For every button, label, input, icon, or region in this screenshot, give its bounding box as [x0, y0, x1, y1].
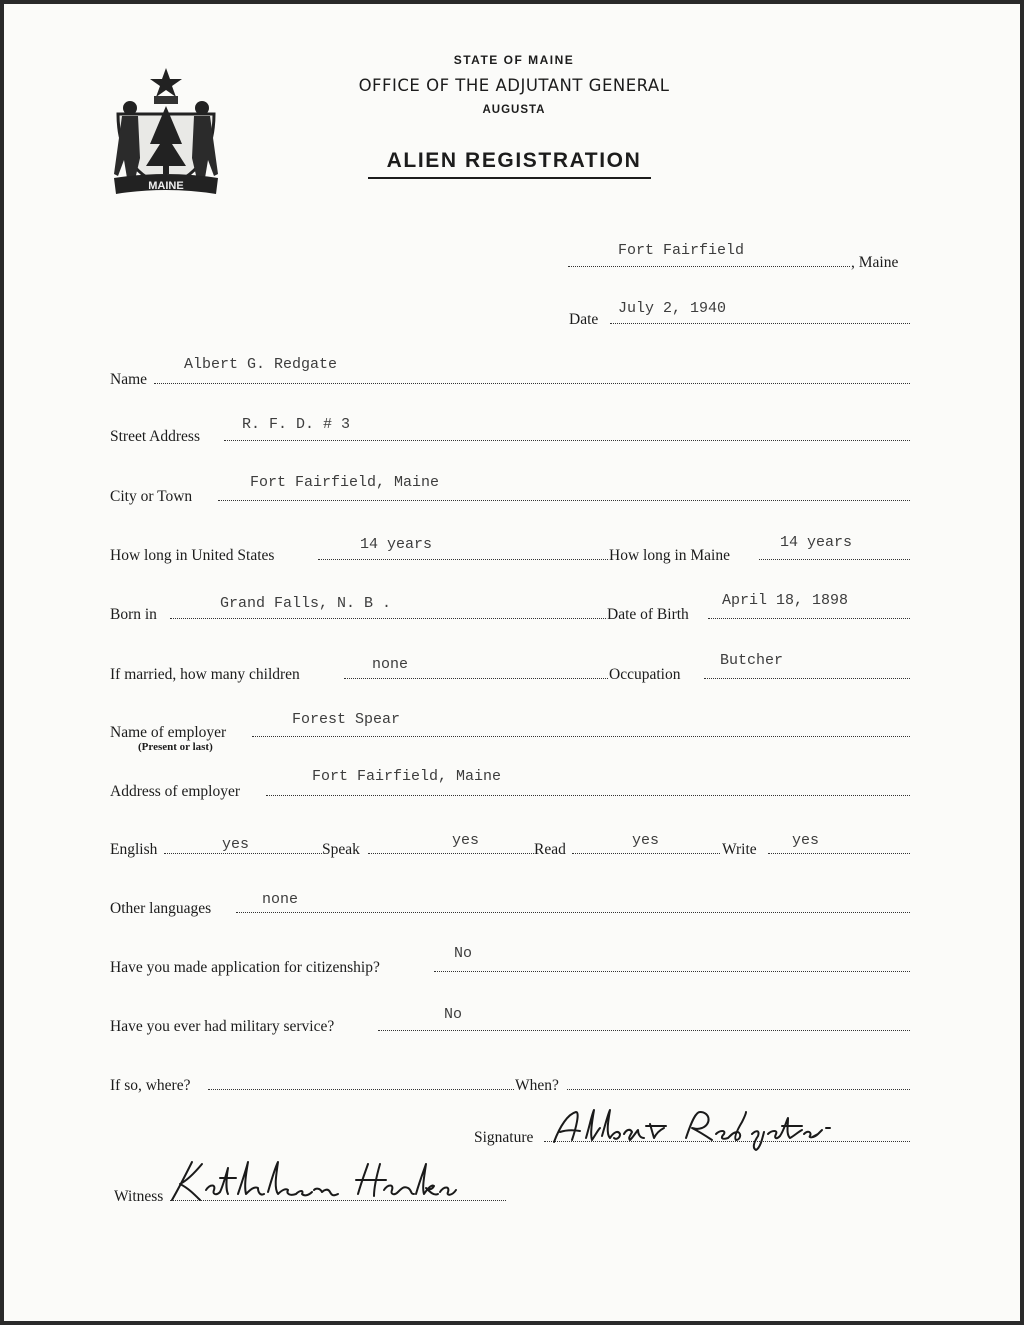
- speak-value[interactable]: yes: [452, 832, 480, 849]
- state-seal-icon: [108, 66, 224, 196]
- where-label: If so, where?: [110, 1077, 191, 1094]
- seal-banner: MAINE: [148, 180, 184, 192]
- read-line: [572, 853, 720, 854]
- speak-label: Speak: [322, 841, 360, 858]
- witness-signature: [162, 1154, 462, 1210]
- place-suffix: , Maine: [851, 254, 899, 271]
- other-languages-label: Other languages: [110, 900, 212, 917]
- occupation-line: [704, 678, 910, 679]
- title-underline: [368, 177, 651, 179]
- employer-line: [252, 736, 910, 737]
- english-line: [164, 853, 322, 854]
- state-heading: STATE OF MAINE: [453, 53, 575, 67]
- citizenship-value[interactable]: No: [454, 945, 473, 962]
- employer-sublabel: (Present or last): [138, 741, 213, 753]
- city-value[interactable]: Fort Fairfield, Maine: [250, 474, 440, 491]
- other-languages-value[interactable]: none: [262, 891, 299, 908]
- office-heading: OFFICE OF THE ADJUTANT GENERAL: [358, 76, 670, 95]
- street-line: [224, 440, 910, 441]
- place-value[interactable]: Fort Fairfield: [618, 242, 745, 259]
- registration-form: [4, 4, 1020, 1321]
- how-long-maine-line: [759, 559, 910, 560]
- dob-value[interactable]: April 18, 1898: [722, 592, 849, 609]
- applicant-signature: [546, 1104, 856, 1154]
- date-line: [610, 323, 910, 324]
- how-long-us-value[interactable]: 14 years: [360, 536, 433, 553]
- how-long-us-label: How long in United States: [110, 547, 275, 564]
- citizenship-line: [434, 971, 910, 972]
- write-line: [768, 853, 910, 854]
- how-long-maine-label: How long in Maine: [609, 547, 730, 564]
- name-label: Name: [110, 371, 148, 388]
- read-label: Read: [534, 841, 566, 858]
- military-value[interactable]: No: [444, 1006, 463, 1023]
- citizenship-label: Have you made application for citizenship?: [110, 959, 380, 976]
- street-value[interactable]: R. F. D. # 3: [242, 416, 351, 433]
- occupation-label: Occupation: [609, 666, 681, 683]
- date-value[interactable]: July 2, 1940: [618, 300, 727, 317]
- children-value[interactable]: none: [372, 656, 409, 673]
- form-title: ALIEN REGISTRATION: [386, 149, 642, 172]
- place-line: [568, 266, 850, 267]
- how-long-maine-value[interactable]: 14 years: [780, 534, 853, 551]
- employer-label: Name of employer: [110, 724, 227, 741]
- signature-label: Signature: [474, 1129, 534, 1146]
- occupation-value[interactable]: Butcher: [720, 652, 784, 669]
- city-label: City or Town: [110, 488, 193, 505]
- dob-label: Date of Birth: [607, 606, 689, 623]
- born-in-value[interactable]: Grand Falls, N. B .: [220, 595, 392, 612]
- born-in-label: Born in: [110, 606, 157, 623]
- employer-address-line: [266, 795, 910, 796]
- where-line: [208, 1089, 514, 1090]
- employer-address-value[interactable]: Fort Fairfield, Maine: [312, 768, 502, 785]
- how-long-us-line: [318, 559, 608, 560]
- english-value[interactable]: yes: [222, 836, 250, 853]
- city-line: [218, 500, 910, 501]
- write-label: Write: [722, 841, 757, 858]
- city-heading: AUGUSTA: [482, 104, 546, 116]
- dob-line: [708, 618, 910, 619]
- name-value[interactable]: Albert G. Redgate: [184, 356, 338, 373]
- children-line: [344, 678, 608, 679]
- when-label: When?: [515, 1077, 559, 1094]
- when-line: [567, 1089, 910, 1090]
- employer-address-label: Address of employer: [110, 783, 240, 800]
- other-languages-line: [236, 912, 910, 913]
- speak-line: [368, 853, 534, 854]
- street-label: Street Address: [110, 428, 200, 445]
- employer-value[interactable]: Forest Spear: [292, 711, 401, 728]
- english-label: English: [110, 841, 158, 858]
- military-line: [378, 1030, 910, 1031]
- name-line: [154, 383, 910, 384]
- read-value[interactable]: yes: [632, 832, 660, 849]
- military-label: Have you ever had military service?: [110, 1018, 335, 1035]
- born-in-line: [170, 618, 606, 619]
- date-label: Date: [569, 311, 599, 328]
- write-value[interactable]: yes: [792, 832, 820, 849]
- witness-label: Witness: [114, 1188, 164, 1205]
- children-label: If married, how many children: [110, 666, 300, 683]
